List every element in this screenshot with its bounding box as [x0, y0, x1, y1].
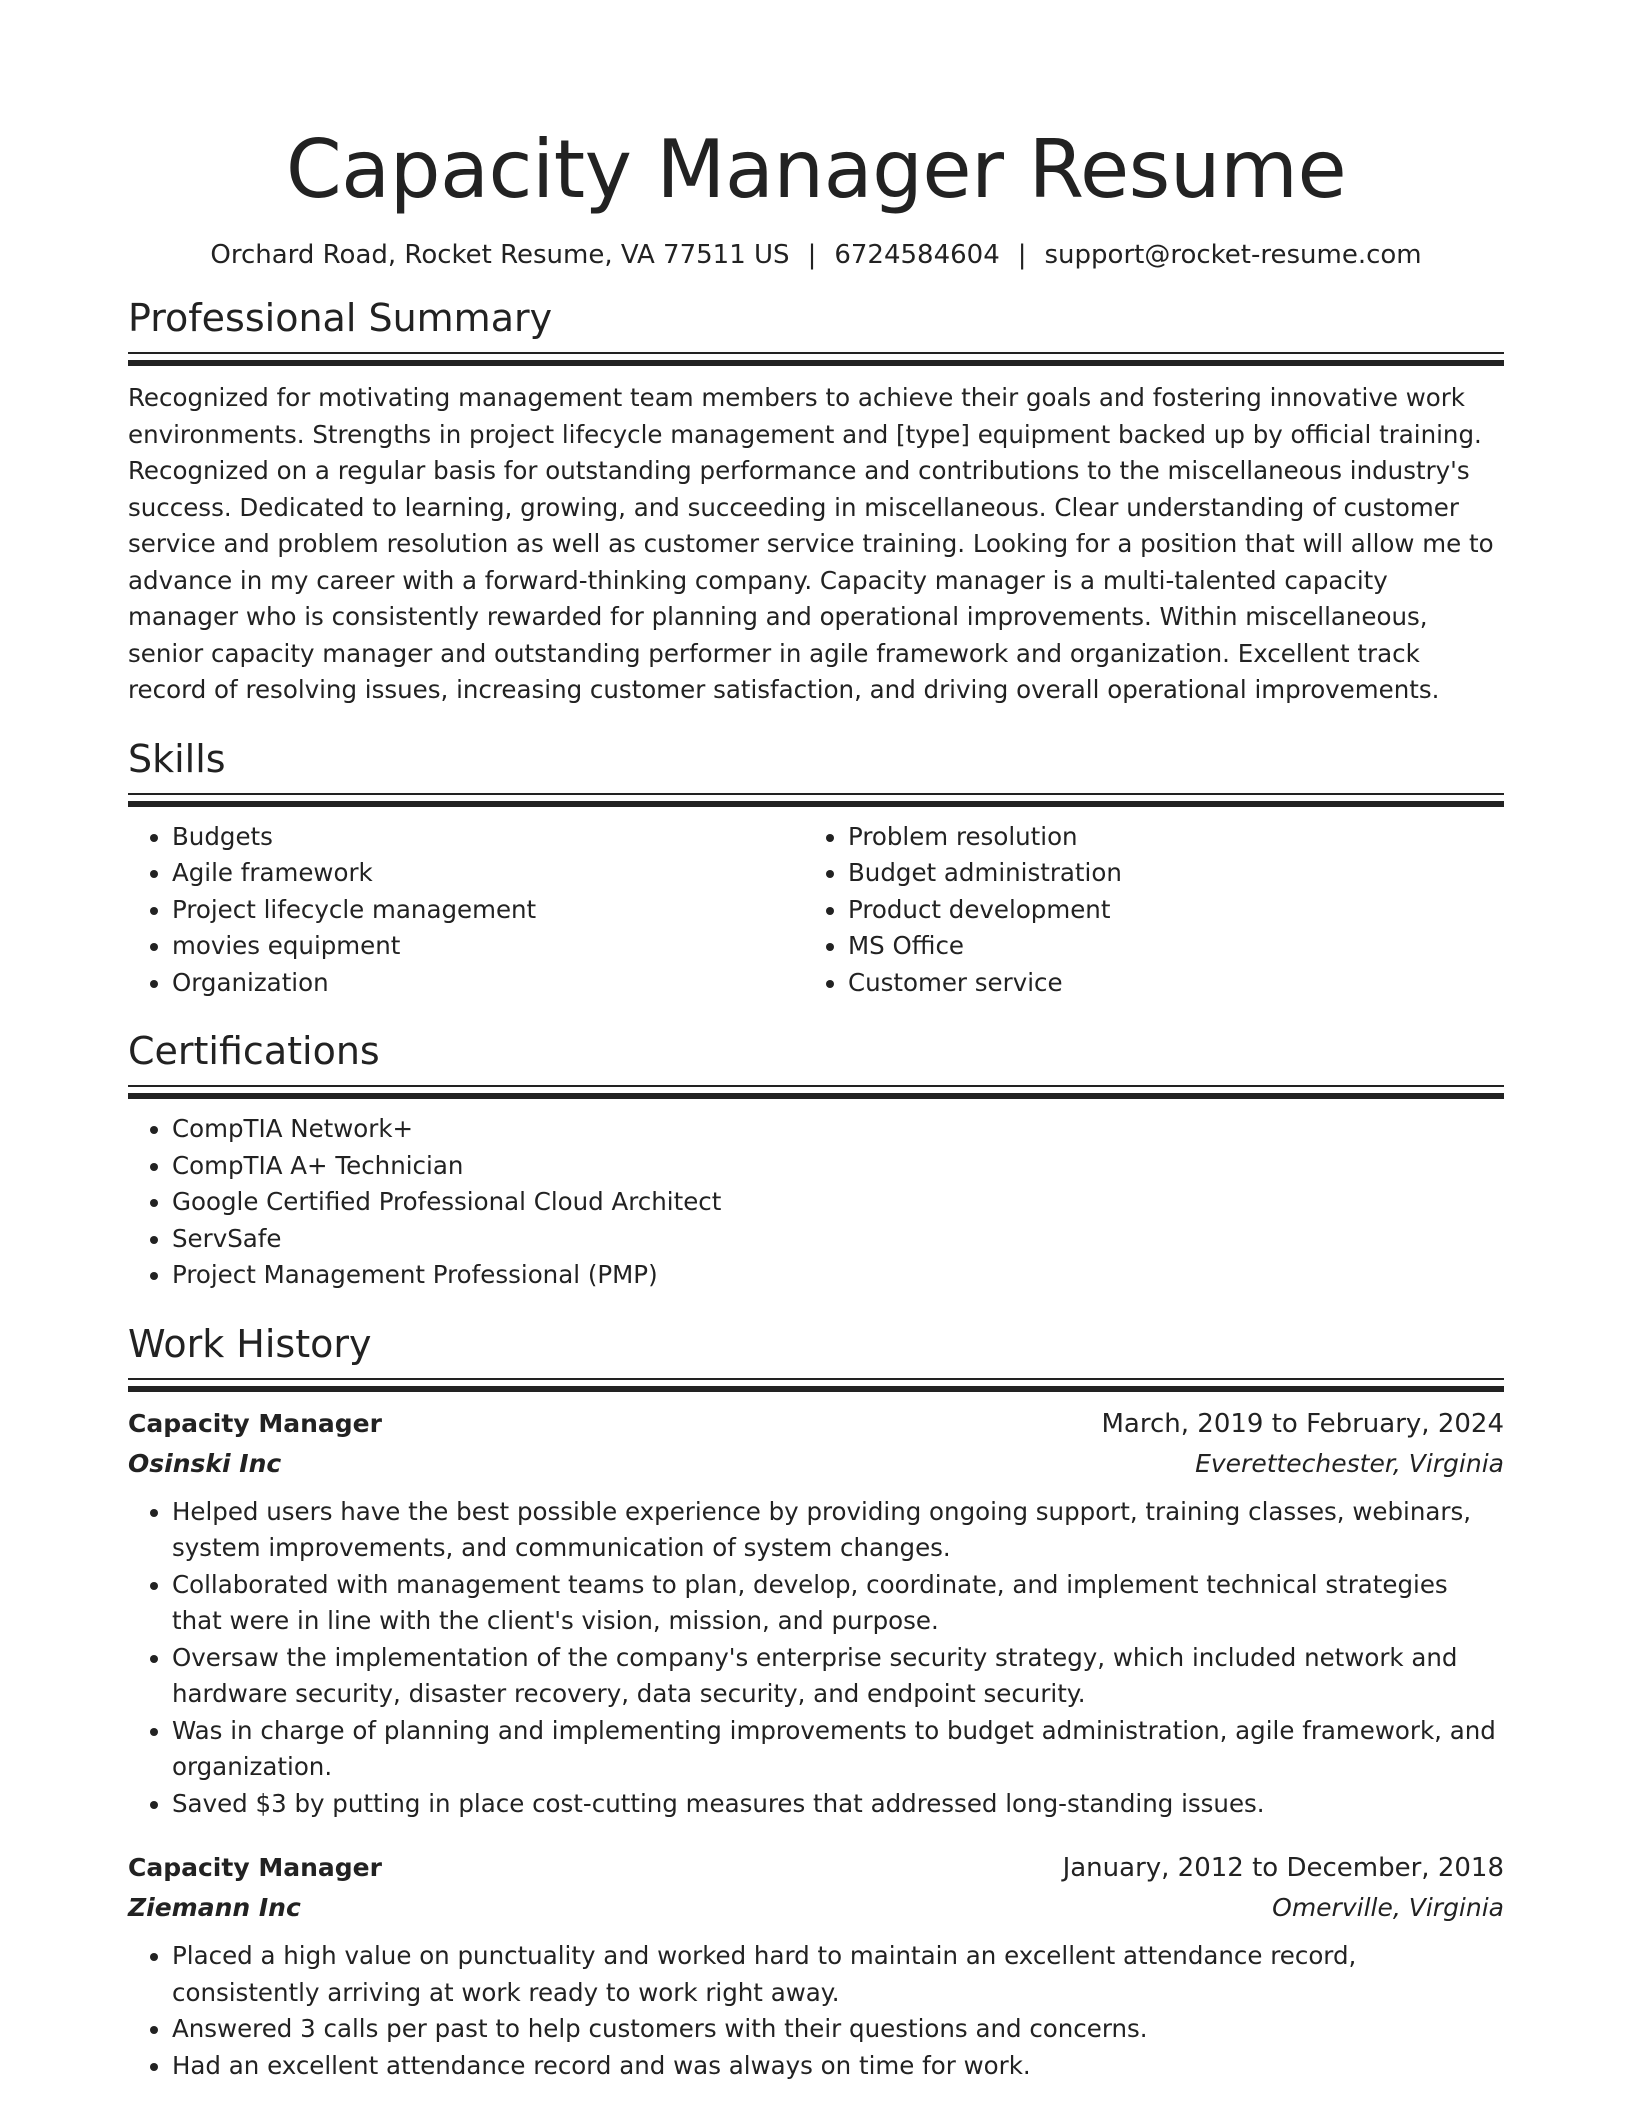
resume-title: Capacity Manager Resume	[285, 123, 1347, 216]
section-heading-work-history: Work History	[128, 1321, 372, 1366]
contact-line	[128, 238, 1504, 272]
skill-item: • Problem resolution	[848, 819, 1504, 856]
job-bullet: • Had an excellent attendance record and was always on time for work.	[172, 2048, 1504, 2085]
certification-item: • Google Certified Professional Cloud Architect	[172, 1184, 1504, 1221]
job-company: Osinski Inc	[128, 1448, 282, 1478]
contact-phone: 6724584604	[834, 240, 1000, 270]
skill-item: • Agile framework	[172, 855, 804, 892]
job-bullet: • Oversaw the implementation of the company's enterprise security strategy, which included network and hardware security, disaster recovery, data security, and endpoint security.	[172, 1640, 1504, 1713]
certification-item: • CompTIA Network+	[172, 1111, 1504, 1148]
certifications-list	[128, 1111, 1504, 1294]
job-dates: January, 2012 to December, 2018	[1062, 1853, 1504, 1883]
skill-item: • Budget administration	[848, 855, 1504, 892]
skill-item: • Customer service	[848, 965, 1504, 1002]
summary-section	[128, 294, 1504, 709]
skills-list-left	[128, 819, 804, 1002]
skills-section	[128, 735, 1504, 1002]
job-entry	[128, 1404, 1504, 1823]
skill-item: • Product development	[848, 892, 1504, 929]
job-location: Everettechester, Virginia	[1195, 1448, 1504, 1478]
job-bullets	[128, 1494, 1504, 1823]
skill-item: • Budgets	[172, 819, 804, 856]
section-heading-summary: Professional Summary	[128, 296, 553, 340]
job-bullet: • Was in charge of planning and implementing improvements to budget administration, agile framework, and organization.	[172, 1713, 1504, 1786]
certification-item: • CompTIA A+ Technician	[172, 1148, 1504, 1185]
contact-email: support@rocket-resume.com	[1044, 240, 1422, 270]
job-entry	[128, 1848, 1504, 2084]
job-title: Capacity Manager	[128, 1408, 382, 1438]
job-bullet: • Answered 3 calls per past to help customers with their questions and concerns.	[172, 2011, 1504, 2048]
job-bullet: • Placed a high value on punctuality and worked hard to maintain an excellent attendance record, consistently arriving at work ready to work right away.	[172, 1938, 1504, 2011]
certification-item: • ServSafe	[172, 1221, 1504, 1258]
summary-text: Recognized for motivating management team members to achieve their goals and fostering innovative work environments. Strengths in project lifecycle management and [type] equipment backed up by official training. Recognized on a regular basis for outstanding performance and contributions to the miscellaneous industry's success. Dedicated to learning, growing, and succeeding in miscellaneous. Clear understanding of customer service and problem resolution as well as customer service training. Looking for a position that will allow me to advance in my career with a forward-thinking company. Capacity manager is a multi-talented capacity manager who is consistently rewarded for planning and operational improvements. Within miscellaneous, senior capacity manager and outstanding performer in agile framework and organization. Excellent track record of resolving issues, increasing customer satisfaction, and driving overall operational improvements.	[128, 383, 1494, 704]
job-location: Omerville, Virginia	[1272, 1893, 1504, 1922]
job-company-row	[128, 1444, 1504, 1484]
contact-separator: |	[807, 240, 817, 270]
job-company: Ziemann Inc	[128, 1893, 301, 1922]
job-dates: March, 2019 to February, 2024	[1101, 1408, 1504, 1439]
skill-item: • movies equipment	[172, 928, 804, 965]
job-title: Capacity Manager	[128, 1853, 382, 1882]
resume-page	[128, 0, 1504, 2084]
skill-item: • MS Office	[848, 928, 1504, 965]
job-company-row	[128, 1888, 1504, 1928]
job-bullet: • Helped users have the best possible experience by providing ongoing support, training classes, webinars, system improvements, and communication of system changes.	[172, 1494, 1504, 1567]
certification-item: • Project Management Professional (PMP)	[172, 1257, 1504, 1294]
section-divider	[128, 1378, 1504, 1392]
skills-grid	[128, 807, 1504, 1002]
section-divider	[128, 1085, 1504, 1099]
job-bullets	[128, 1938, 1504, 2084]
work-history-section	[128, 1320, 1504, 2085]
contact-separator: |	[1017, 240, 1027, 270]
job-header-row	[128, 1404, 1504, 1444]
certifications-section	[128, 1027, 1504, 1294]
skill-item: • Project lifecycle management	[172, 892, 804, 929]
section-heading-skills: Skills	[128, 736, 226, 781]
skills-list-right	[804, 819, 1504, 1002]
section-divider	[128, 352, 1504, 366]
contact-address: Orchard Road, Rocket Resume, VA 77511 US	[210, 240, 790, 270]
skill-item: • Organization	[172, 965, 804, 1002]
job-header-row	[128, 1848, 1504, 1888]
section-heading-certifications: Certifications	[128, 1029, 380, 1073]
section-divider	[128, 793, 1504, 807]
job-bullet: • Saved $3 by putting in place cost-cutting measures that addressed long-standing issues.	[172, 1786, 1504, 1823]
job-bullet: • Collaborated with management teams to plan, develop, coordinate, and implement technical strategies that were in line with the client's vision, mission, and purpose.	[172, 1567, 1504, 1640]
